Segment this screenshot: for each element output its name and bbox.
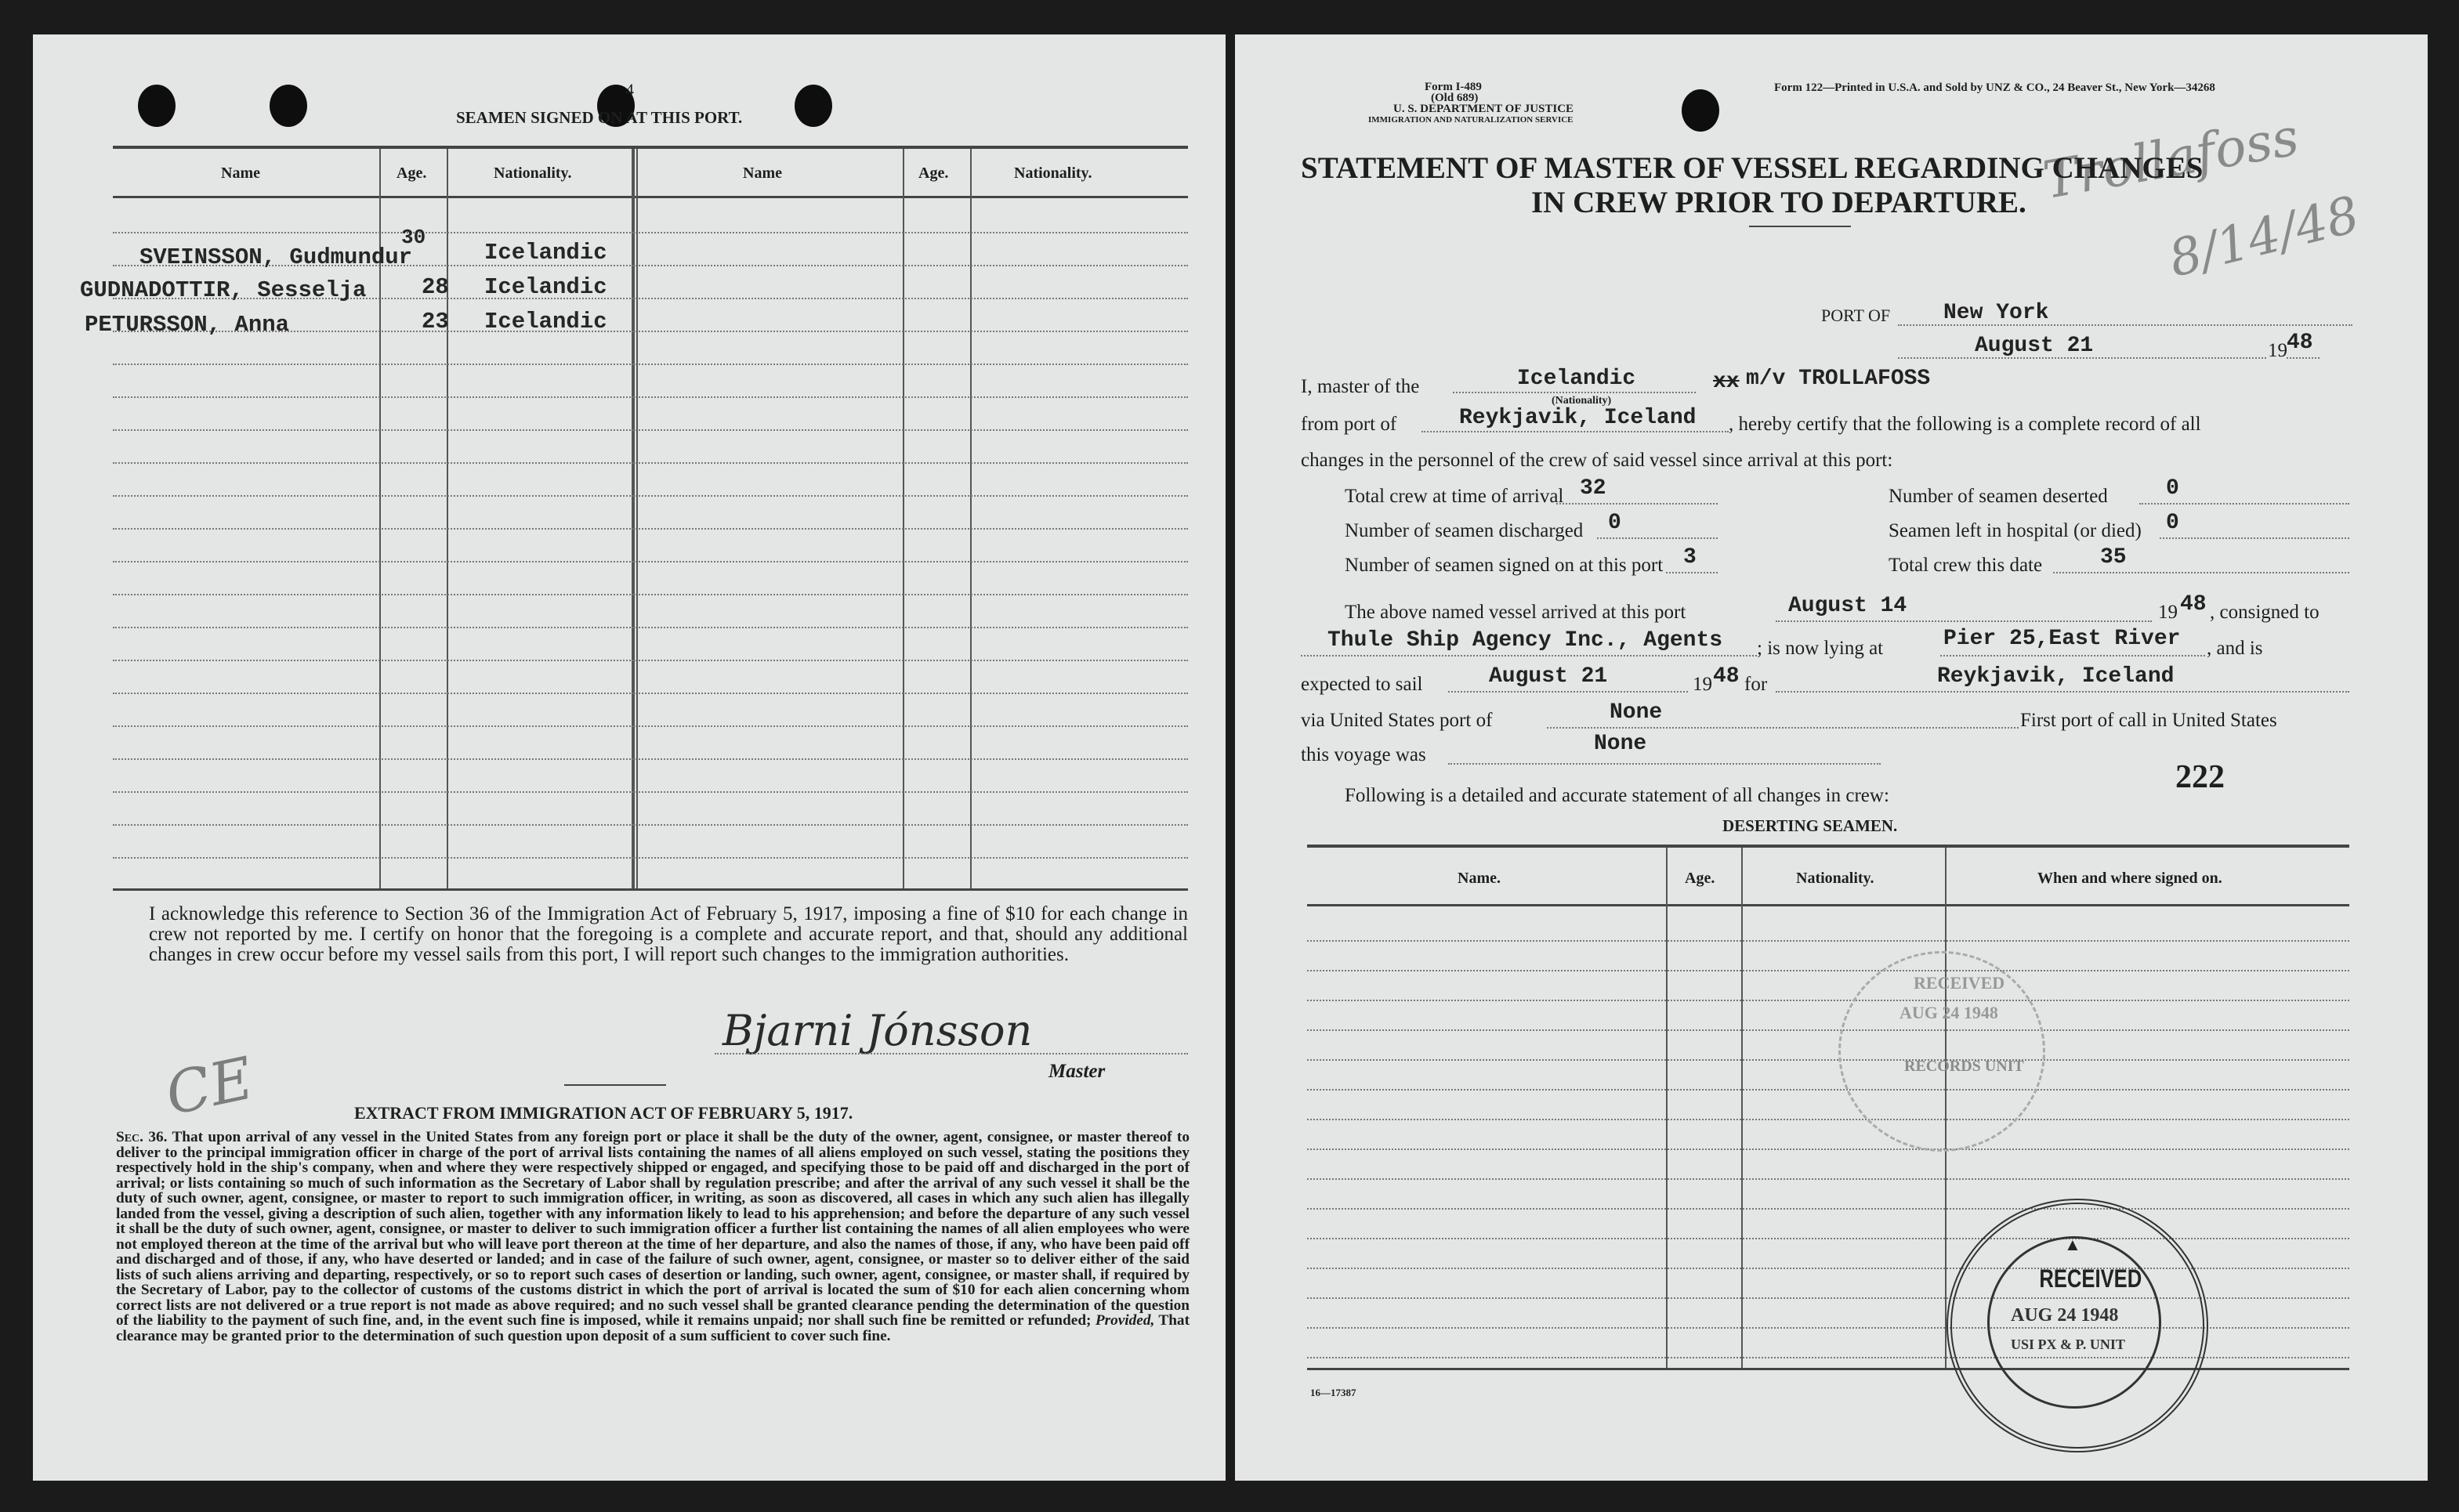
row-rule — [1307, 1029, 2349, 1031]
row-rule — [113, 429, 1188, 431]
master-label: Master — [1048, 1061, 1106, 1082]
nationality-value: Icelandic — [1517, 367, 1636, 391]
age-cell: 23 — [422, 309, 449, 335]
vessel-name: m/v TROLLAFOSS — [1746, 367, 1931, 391]
age-cell: 30 — [401, 226, 426, 249]
stat-label: Total crew this date — [1889, 555, 2043, 576]
from-port-label: from port of — [1301, 414, 1397, 435]
row-rule — [113, 495, 1188, 497]
stat-value: 32 — [1580, 476, 1606, 501]
sail-date: August 21 — [1489, 664, 1608, 689]
table-header-rule — [113, 196, 1188, 198]
nationality-cell: Icelandic — [484, 240, 607, 266]
stat-label: Total crew at time of arrival — [1345, 486, 1564, 507]
stamp1-date: AUG 24 1948 — [1899, 1003, 1998, 1022]
stamp1-unit: RECORDS UNIT — [1904, 1058, 2024, 1075]
row-rule — [1307, 970, 2349, 971]
form-title-line1: STATEMENT OF MASTER OF VESSEL REGARDING CHANGES — [1301, 151, 2204, 185]
form-number: Form I-489 — [1425, 81, 1482, 93]
stat-value: 35 — [2100, 545, 2127, 570]
row-rule — [113, 791, 1188, 793]
form-title-line2: IN CREW PRIOR TO DEPARTURE. — [1531, 186, 2026, 219]
stat-value: 0 — [2166, 476, 2179, 501]
first-call-label: First port of call in United States — [2020, 710, 2277, 731]
stat-label: Number of seamen signed on at this port — [1345, 555, 1664, 576]
agent-value: Thule Ship Agency Inc., Agents — [1327, 628, 1723, 653]
col-name: Name — [221, 165, 260, 182]
nationality-cell: Icelandic — [484, 274, 607, 300]
arrow-up-icon: ▲ — [2064, 1235, 2081, 1254]
punch-hole — [270, 85, 307, 127]
arrived-date: August 14 — [1788, 594, 1907, 618]
row-rule — [113, 857, 1188, 859]
row-rule — [1307, 1148, 2349, 1150]
row-rule — [113, 627, 1188, 628]
des-col-age: Age. — [1685, 870, 1715, 887]
initials-mark: CE — [160, 1044, 259, 1129]
row-rule — [1307, 940, 2349, 942]
year-value: 48 — [2287, 331, 2313, 355]
master-of-label: I, master of the — [1301, 376, 1420, 397]
col-age: Age. — [397, 165, 427, 182]
arrived-year: 48 — [2180, 592, 2207, 617]
col-name-2: Name — [743, 165, 782, 182]
destination-value: Reykjavik, Iceland — [1937, 664, 2175, 689]
punch-hole — [795, 85, 832, 127]
stat-label: Number of seamen deserted — [1889, 486, 2108, 507]
row-rule — [1307, 1178, 2349, 1180]
punch-hole — [1682, 89, 1719, 132]
handwritten-ship: Trollafoss — [2038, 107, 2303, 211]
col-nationality: Nationality. — [494, 165, 572, 182]
row-rule — [113, 824, 1188, 826]
row-rule — [113, 232, 1188, 233]
extract-title: EXTRACT FROM IMMIGRATION ACT OF FEBRUARY 5, 1917. — [354, 1103, 853, 1123]
port-label: PORT OF — [1821, 306, 1891, 325]
handwritten-date: 8/14/48 — [2163, 186, 2366, 289]
stamp2-unit: USI PX & P. UNIT — [2011, 1337, 2125, 1352]
row-rule — [113, 693, 1188, 694]
year-prefix: 19 — [2268, 340, 2287, 361]
row-rule — [113, 364, 1188, 365]
extract-body: That upon arrival of any vessel in the United States from any foreign port or place it shall be the duty of the owner, agent, consignee, or master thereof to deliver to the principal immigration officer in charge of the port of arrival lists containing the names of all aliens employed on such vessel, stating the positions they respectively hold in the ship's company, when and where they were respectively shipped or engaged, and specifying those to be paid off and discharged in the port of arrival; or lists containing so much of such information as the Secretary of Labor shall by regulation prescribe; and after the arrival of any such vessel it shall be the duty of such owner, agent, consignee, or master to report to such immigration officer, in writing, as soon as discovered, all cases in which any such alien has illegally landed from the vessel, giving a description of such alien, together with any information likely to lead to his apprehension; and before the departure of any such vessel it shall be the duty of such owner, agent, consignee, or master to deliver to such immigration officer a further list containing the names of all alien employees who were not employed thereon at the time of the arrival but who will leave port thereon at the time of her departure, and also the names of those, if any, who have been paid off and discharged and of those, if any, who have deserted or landed; and in case of the failure of such owner, agent, consignee, or master so to deliver either of the said lists of such aliens arriving and departing, respectively, or so to report such cases of desertion or landing, such owner, agent, consignee, or master shall, if required by the Secretary of Labor, pay to the collector of customs of the customs district in which the port of arrival is located the sum of $10 for each alien concerning whom correct lists are not delivered or a true report is not made as above required; and no such vessel shall be granted clearance pending the determination of the question of the liability to the payment of such fine, and, in the event such fine is imposed, while it remains unpaid; nor shall such fine be remitted or refunded; — [116, 1129, 1190, 1329]
stat-value: 0 — [2166, 511, 2179, 535]
via-value: None — [1610, 700, 1663, 725]
form-old: (Old 689) — [1431, 92, 1479, 104]
punch-hole — [138, 85, 176, 127]
footer-code: 16—17387 — [1310, 1387, 1356, 1398]
signed-on-title: SEAMEN SIGNED ON AT THIS PORT. — [456, 108, 743, 127]
des-col-signed-on: When and where signed on. — [2037, 870, 2222, 887]
expected-label: expected to sail — [1301, 674, 1423, 695]
extract-text — [116, 1130, 1190, 1344]
department: U. S. DEPARTMENT OF JUSTICE — [1393, 103, 1574, 115]
col-nationality-2: Nationality. — [1014, 165, 1092, 182]
row-rule — [113, 725, 1188, 727]
stat-label: Number of seamen discharged — [1345, 520, 1584, 541]
row-rule — [113, 462, 1188, 464]
stat-label: Seamen left in hospital (or died) — [1889, 520, 2142, 541]
pier-value: Pier 25,East River — [1943, 627, 2181, 651]
and-is-label: , and is — [2207, 638, 2263, 659]
row-rule — [113, 528, 1188, 530]
voyage-label: this voyage was — [1301, 744, 1426, 765]
row-rule — [113, 660, 1188, 661]
extract-tail: That clearance may be granted prior to the determination of such question upon deposit of a sum sufficient to cover such fine. — [116, 1312, 1190, 1344]
right-page — [1235, 34, 2428, 1481]
row-rule — [113, 758, 1188, 760]
nationality-caption: (Nationality) — [1552, 395, 1612, 407]
page-number: 4 — [625, 80, 634, 99]
printer-note: Form 122—Printed in U.S.A. and Sold by UNZ & CO., 24 Beaver St., New York—34268 — [1774, 81, 2215, 94]
table-row: PETURSSON, Anna — [85, 312, 290, 338]
sail-year-prefix: 19 — [1693, 674, 1712, 695]
nationality-cell: Icelandic — [484, 309, 607, 335]
stat-value: 3 — [1683, 545, 1697, 570]
ss-prefix: xx — [1713, 370, 1740, 394]
row-rule — [1307, 1089, 2349, 1091]
col-age-2: Age. — [918, 165, 949, 182]
extract-sec: Sec. 36. — [116, 1129, 168, 1145]
row-rule — [113, 396, 1188, 398]
row-rule — [113, 561, 1188, 562]
row-rule — [113, 594, 1188, 595]
table-top-rule — [113, 146, 1188, 149]
form-serial-number: 222 — [2175, 759, 2225, 795]
left-page — [33, 34, 1226, 1481]
extract-provided: Provided, — [1095, 1312, 1155, 1329]
deserting-title: DESERTING SEAMEN. — [1722, 816, 1898, 835]
stamp2-date: AUG 24 1948 — [2011, 1305, 2119, 1326]
lying-label: ; is now lying at — [1757, 638, 1884, 659]
arrived-label: The above named vessel arrived at this port — [1345, 602, 1686, 623]
des-col-nationality: Nationality. — [1796, 870, 1874, 887]
row-rule — [1307, 1238, 2349, 1239]
row-rule — [1307, 1000, 2349, 1001]
sail-year: 48 — [1713, 664, 1740, 689]
arrived-year-prefix: 19 — [2158, 602, 2178, 623]
certify-text: , hereby certify that the following is a complete record of all — [1729, 414, 2201, 435]
form-id-block — [1368, 81, 1574, 125]
following-text: Following is a detailed and accurate statement of all changes in crew: — [1345, 785, 1889, 806]
port-value: New York — [1943, 301, 2049, 325]
table-bottom-rule — [113, 888, 1188, 891]
from-port-value: Reykjavik, Iceland — [1459, 406, 1697, 430]
age-cell: 28 — [422, 274, 449, 300]
table-row: SVEINSSON, Gudmundur — [139, 244, 413, 270]
row-rule — [1307, 1119, 2349, 1120]
stat-value: 0 — [1608, 511, 1621, 535]
table-row: GUDNADOTTIR, Sesselja — [80, 277, 367, 303]
via-label: via United States port of — [1301, 710, 1493, 731]
date-value: August 21 — [1975, 334, 2094, 358]
row-rule — [1307, 1208, 2349, 1210]
stamp1-received: RECEIVED — [1914, 973, 2005, 993]
changes-text: changes in the personnel of the crew of said vessel since arrival at this port: — [1301, 450, 1893, 471]
row-rule — [1307, 1059, 2349, 1061]
des-col-name: Name. — [1458, 870, 1501, 887]
acknowledgement-text: I acknowledge this reference to Section 36 of the Immigration Act of February 5, 1917, imposing a fine of $10 for each change in crew not reported by me. I certify on honor that the foregoing is a complete and accurate report, and that, should any additional changes in crew occur before my vessel sails from this port, I will report such changes to the immigration authorities. — [149, 903, 1188, 965]
first-call-value: None — [1594, 732, 1647, 756]
master-signature: Bjarni Jónsson — [722, 1006, 1033, 1055]
service: IMMIGRATION AND NATURALIZATION SERVICE — [1368, 115, 1574, 125]
for-label: for — [1744, 674, 1768, 695]
consigned-label: , consigned to — [2210, 602, 2320, 623]
stamp2-received: RECEIVED — [2039, 1264, 2142, 1293]
